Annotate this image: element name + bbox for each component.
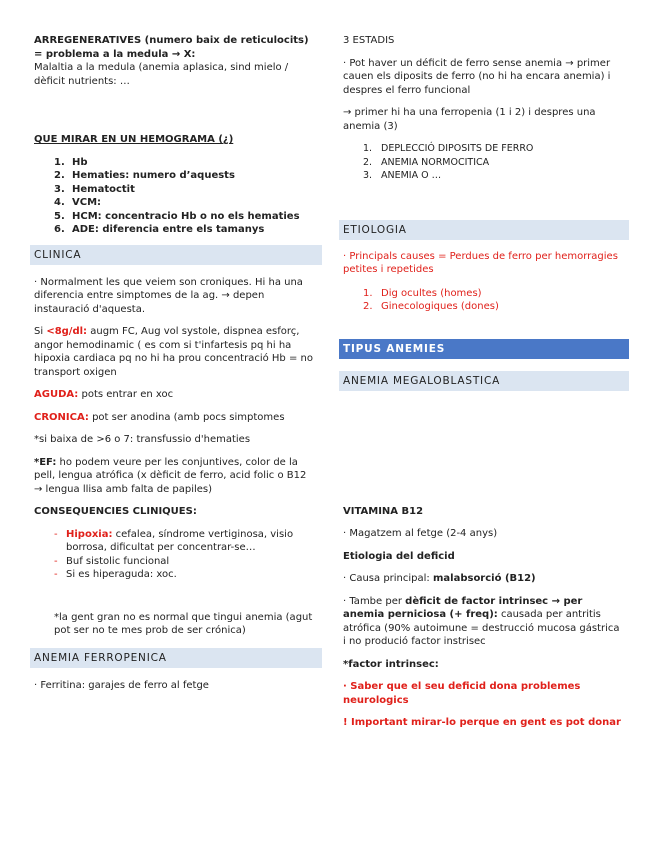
estadis-paragraph-2: → primer hi ha una ferropenia (1 i 2) i despres una anemia (3) [343,107,596,132]
estadis-item: 1. DEPLECCIÓ DIPOSITS DE FERRO [363,143,534,154]
etiologia-list [343,287,621,314]
saber-line: · Saber que el seu deficid dona problemes neurologics [343,681,581,706]
intro-text: Malaltia a la medula (anemia aplasica, sind mielo / dèficit nutrients: … [34,62,289,87]
consequencia-item: - Si es hiperaguda: xoc. [54,569,177,580]
hemograma-title: QUE MIRAR EN UN HEMOGRAMA (¿) [34,134,234,145]
ferritina-line: · Ferritina: garajes de ferro al fetge [34,679,209,691]
estadis-paragraph-1: · Pot haver un déficit de ferro sense anemia → primer cauen els diposits de ferro (no hi ha encara anemia) i despres el ferro funcional [343,57,611,96]
hemograma-item: 5. HCM: concentracio Hb o no els hematies [54,210,300,222]
consequencia-item: - Hipoxia: cefalea, síndrome vertiginosa, visio borrosa, dificultat per concentrar-se… [54,528,294,553]
ferropenica-header: ANEMIA FERROPENICA [30,648,322,668]
ef-paragraph: *EF: ho podem veure per les conjuntives, color de la pell, lengua atrófica (x dèficit de ferro, acid folic o B12 → lengua llisa amb falta de papiles) [34,456,307,495]
b12-title: VITAMINA B12 [343,505,424,517]
hemograma-item: 2. Hematies: numero d’aquests [54,170,235,181]
megaloblastica-header: ANEMIA MEGALOBLASTICA [339,371,629,391]
hemograma-item: 1. Hb [54,156,88,168]
hemograma-item: 3. Hematoctit [54,183,135,195]
etiologia-header: ETIOLOGIA [339,220,629,240]
aguda-line: AGUDA: pots entrar en xoc [34,389,174,400]
clinica-header: CLINICA [30,245,322,265]
estadis-list [343,142,621,183]
deficit-title: Etiologia del deficid [343,550,455,562]
transfusio-line: *si baixa de >6 o 7: transfussio d'hematies [34,434,251,445]
cronica-line: CRONICA: pot ser anodina (amb pocs simptomes [34,411,285,423]
hemograma-item: 6. ADE: diferencia entre els tamanys [54,224,265,235]
factor-title: *factor intrinsec: [343,658,439,670]
causa-line: · Causa principal: malabsorció (B12) [343,573,536,584]
consequencies-list [34,528,314,582]
estadis-item: 2. ANEMIA NORMOCITICA [363,156,490,168]
consequencies-title: CONSEQUENCIES CLINIQUES: [34,506,197,517]
gent-gran-note: *la gent gran no es normal que tingui anemia (agut pot ser no te mes prob de ser crónica) [54,611,313,636]
tambe-paragraph: · Tambe per dèficit de factor intrinsec → per anemia perniciosa (+ freq): causada per antritis atrófica (90% autoimune = destrucció mucosa gástrica i no produció factor instrisec [343,595,620,647]
clinica-paragraph-1: · Normalment les que veiem son croniques. Hi ha una diferencia entre simptomes de la ag. → depen instauració d'aquesta. [34,276,303,315]
hb-threshold: <8g/dl: [46,326,88,337]
etiologia-item: 1. Dig ocultes (homes) [363,287,482,299]
intro-paragraph [34,34,314,88]
intro-bold: ARREGENERATIVES (numero baix de reticulocits) = problema a la medula → X: [34,35,309,60]
etiologia-item: 2. Ginecologiques (dones) [363,301,499,312]
important-line: ! Important mirar-lo perque en gent es pot donar [343,717,621,728]
estadis-item: 3. ANEMIA O … [363,170,442,181]
hemograma-list [34,156,314,237]
left-column [34,34,314,692]
b12-paragraph: · Magatzem al fetge (2-4 anys) [343,528,498,539]
tipus-anemies-header: TIPUS ANEMIES [339,339,629,359]
right-column [343,34,621,730]
consequencia-item: - Buf sistolic funcional [54,555,170,567]
clinica-paragraph-2: Si <8g/dl: augm FC, Aug vol systole, dispnea esforç, angor hemodinamic ( es com si t'infartesis pq hi ha hipoxia cardiaca pq no hi ha prou concentració Hb = no transport oxigen [34,326,313,378]
hemograma-item: 4. VCM: [54,197,102,208]
etiologia-paragraph: · Principals causes = Perdues de ferro per hemorragies petites i repetides [343,250,618,275]
estadis-title: 3 ESTADIS [343,35,395,46]
